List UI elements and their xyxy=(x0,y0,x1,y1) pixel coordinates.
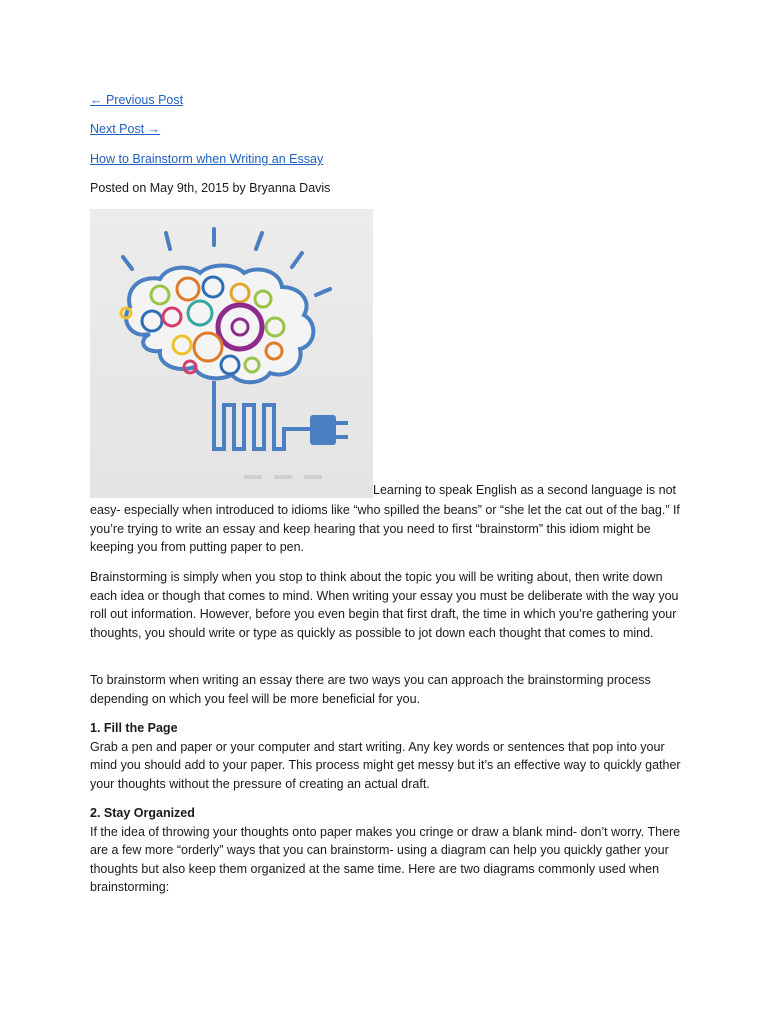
section-text-fill-the-page: Grab a pen and paper or your computer and start writing. Any key words or sentences that pop into your mind you should add to your paper. This process might get messy but it’s an effective way to quickly gather your thoughts without the pressure of creating an actual draft. xyxy=(90,739,681,791)
lead-paragraph: easy- especially when introduced to idioms like “who spilled the beans” or “she let the cat out of the bag.” If you’re trying to write an essay and keep hearing that you need to first “brainstorm” this idiom might be keeping you from putting paper to pen. xyxy=(90,503,680,555)
article-title-link[interactable]: How to Brainstorm when Writing an Essay xyxy=(90,152,324,166)
brain-gears-illustration xyxy=(90,209,373,498)
section-heading-fill-the-page: 1. Fill the Page xyxy=(90,721,178,735)
section-heading-stay-organized: 2. Stay Organized xyxy=(90,806,195,820)
previous-post-link[interactable]: ← Previous Post xyxy=(90,93,184,107)
section-fill-the-page xyxy=(90,719,682,793)
paragraph-brainstorm-definition: Brainstorming is simply when you stop to think about the topic you will be writing about, then write down each idea or though that comes to mind. When writing your essay you must be deliberate with the way you roll out information. However, before you even begin that first draft, the time in which you’re gathering your thoughts, you should write or type as quickly as possible to jot down each thought that comes to mind. xyxy=(90,570,679,640)
post-meta: Posted on May 9th, 2015 by Bryanna Davis xyxy=(90,181,331,195)
section-stay-organized xyxy=(90,804,682,897)
lead-paragraph-first-line: Learning to speak English as a second language is not xyxy=(373,483,676,497)
section-text-stay-organized: If the idea of throwing your thoughts onto paper makes you cringe or draw a blank mind- don’t worry. There are a few more “orderly” ways that you can brainstorm- using a diagram can help you quickly gather your thoughts but also keep them organized at the same time. Here are two diagrams commonly used when brainstorming: xyxy=(90,824,681,895)
next-post-link[interactable]: Next Post → xyxy=(90,122,161,136)
paragraph-two-ways: To brainstorm when writing an essay there are two ways you can approach the brainstorming process depending on which you feel will be more beneficial for you. xyxy=(90,673,651,706)
